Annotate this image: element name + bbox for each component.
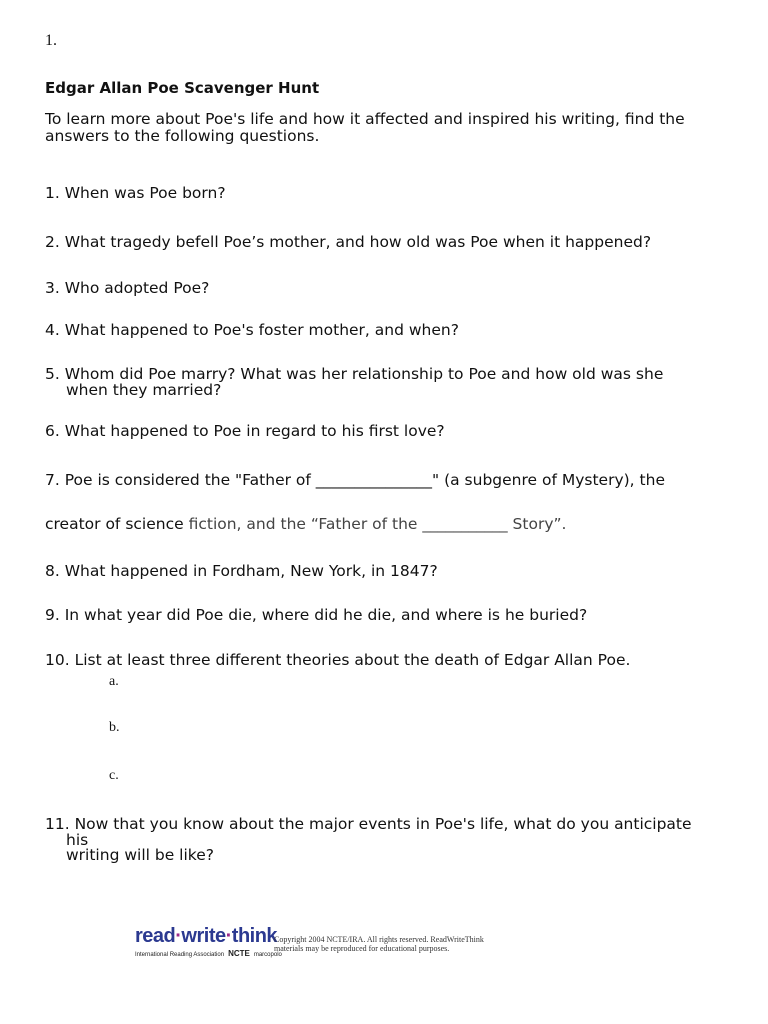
question-text-continued: his (66, 831, 89, 849)
question-number: 1. (45, 184, 60, 202)
partner-ncte: NCTE (228, 949, 250, 958)
answer-item-a: a. (109, 674, 119, 689)
intro-text: To learn more about Poe's life and how it affected and inspired his writing, find the answers to the following questions. (45, 110, 685, 145)
question-6 (45, 423, 445, 440)
logo-dot: · (225, 925, 232, 947)
question-number: 11. (45, 815, 70, 833)
question-text: Whom did Poe marry? What was her relationship to Poe and how old was she (59, 365, 664, 383)
question-text: What happened to Poe's foster mother, and when? (59, 321, 459, 339)
question-text: When was Poe born? (59, 184, 226, 202)
copyright-notice: Copyright 2004 NCTE/IRA. All rights reserved. ReadWriteThink materials may be reproduced for educational purposes. (274, 935, 484, 953)
logo-dot: · (175, 925, 182, 947)
logo-word-read: read (135, 925, 176, 947)
question-8 (45, 563, 438, 580)
question-number: 6. (45, 422, 60, 440)
question-7 (45, 472, 665, 489)
question-2 (45, 234, 651, 251)
page-number: 1. (45, 32, 57, 49)
question-9 (45, 607, 587, 624)
logo-wordmark (135, 925, 277, 948)
answer-item-c: c. (109, 768, 119, 783)
logo-word-write: write (181, 925, 226, 947)
partner-marcopolo: marcopolo (253, 952, 282, 958)
question-11 (45, 816, 692, 863)
question-text-continued: when they married? (66, 381, 222, 399)
page-title: Edgar Allan Poe Scavenger Hunt (45, 79, 320, 97)
question-text: What happened to Poe in regard to his first love? (59, 422, 445, 440)
question-number: 10. (45, 651, 70, 669)
question-text-continued: writing will be like? (66, 846, 214, 864)
question-text: Poe is considered the "Father of _______________" (a subgenre of Mystery), the (59, 471, 665, 489)
question-number: 5. (45, 365, 60, 383)
question-10 (45, 652, 630, 669)
question-text: Who adopted Poe? (59, 279, 210, 297)
question-number: 9. (45, 606, 60, 624)
logo-word-think: think (231, 925, 278, 947)
question-1 (45, 185, 226, 202)
question-number: 3. (45, 279, 60, 297)
readwritethink-logo (135, 925, 282, 965)
question-4 (45, 322, 459, 339)
question-5 (45, 366, 663, 398)
question-number: 7. (45, 471, 60, 489)
footer (135, 925, 515, 965)
logo-partners (135, 949, 282, 958)
question-text-gray: fiction, and the “Father of the ___________ Story”. (188, 515, 567, 533)
question-number: 4. (45, 321, 60, 339)
question-number: 2. (45, 233, 60, 251)
answer-item-b: b. (109, 720, 120, 735)
question-text: What tragedy befell Poe’s mother, and how old was Poe when it happened? (59, 233, 652, 251)
question-text: List at least three different theories about the death of Edgar Allan Poe. (69, 651, 631, 669)
question-3 (45, 280, 209, 297)
partner-ira: International Reading Association (135, 952, 225, 958)
question-text: Now that you know about the major events in Poe's life, what do you anticipate (69, 815, 692, 833)
question-number: 8. (45, 562, 60, 580)
question-text: What happened in Fordham, New York, in 1847? (59, 562, 438, 580)
question-text: creator of science (45, 515, 189, 533)
question-text: In what year did Poe die, where did he die, and where is he buried? (59, 606, 588, 624)
question-7-continued (45, 516, 566, 533)
